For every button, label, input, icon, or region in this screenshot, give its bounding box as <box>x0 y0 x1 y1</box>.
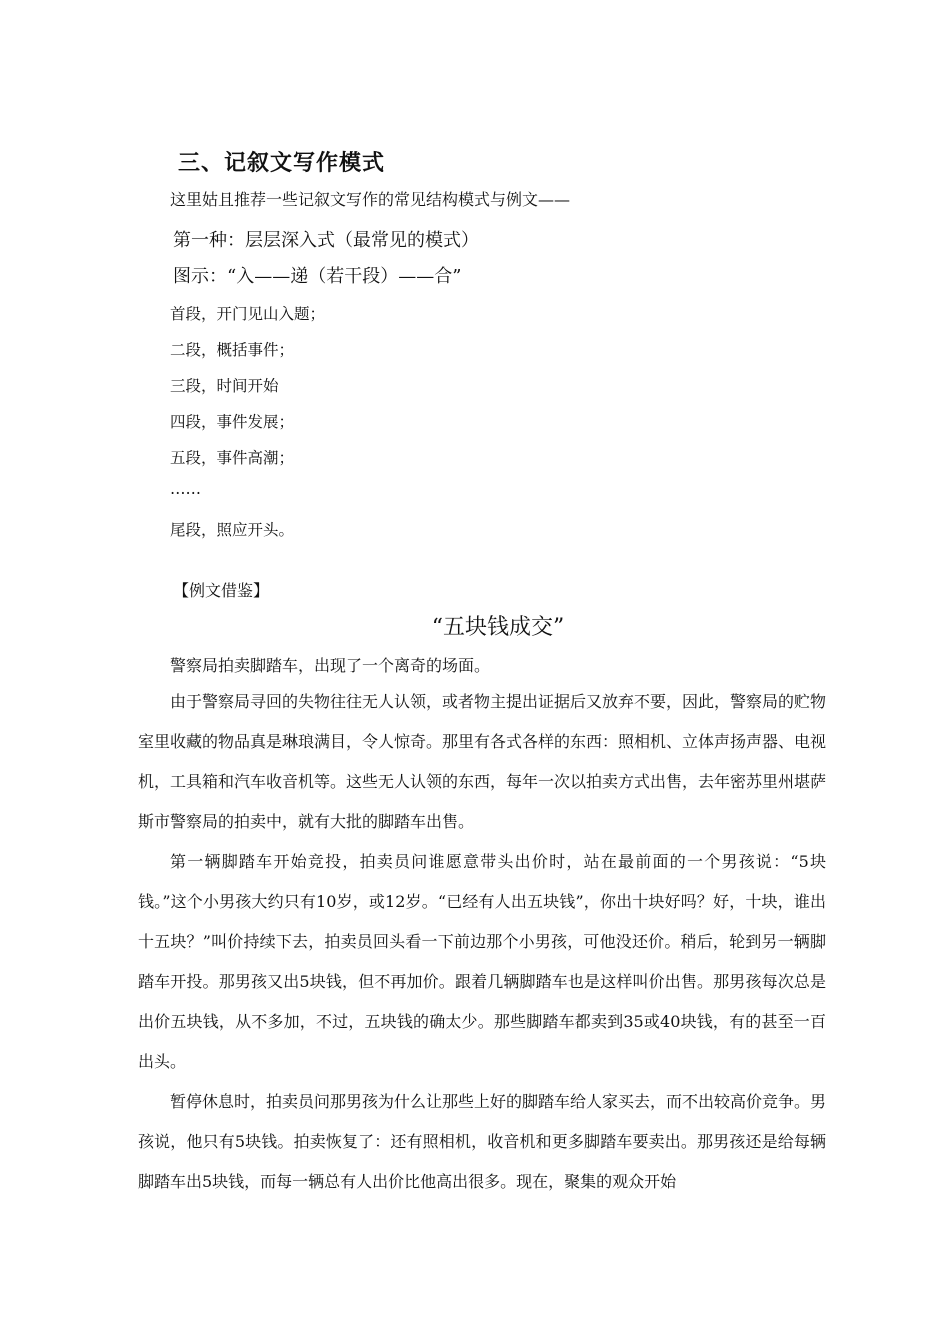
story-paragraph: 第一辆脚踏车开始竞投，拍卖员问谁愿意带头出价时，站在最前面的一个男孩说：“5块钱。”这个小男孩大约只有10岁，或12岁。“已经有人出五块钱”，你出十块好吗？好，十块，谁出十五块？”叫价持续下去，拍卖员回头看一下前边那个小男孩，可他没还价。稍后，轮到另一辆脚踏车开投。那男孩又出5块钱，但不再加价。跟着几辆脚踏车也是这样叫价出售。那男孩每次总是出价五块钱，从不多加，不过，五块钱的确太少。那些脚踏车都卖到35或40块钱，有的甚至一百出头。 <box>138 852 826 1071</box>
step-item: 三段，时间开始 <box>170 377 279 395</box>
step-item: 尾段，照应开头。 <box>170 521 295 539</box>
story-paragraph: 警察局拍卖脚踏车，出现了一个离奇的场面。 <box>170 656 491 675</box>
step-item: 五段，事件高潮； <box>170 449 295 467</box>
example-label: 【例文借鉴】 <box>173 581 270 600</box>
section-heading: 三、记叙文写作模式 <box>178 150 386 176</box>
story-title: “五块钱成交” <box>431 615 565 640</box>
story-paragraph: 暂停休息时，拍卖员问那男孩为什么让那些上好的脚踏车给人家买去，而不出较高价竞争。男孩说，他只有5块钱。拍卖恢复了：还有照相机，收音机和更多脚踏车要卖出。那男孩还是给每辆脚踏车出5块钱，而每一辆总有人出价比他高出很多。现在，聚集的观众开始 <box>138 1092 827 1191</box>
step-item: 二段，概括事件； <box>170 341 295 359</box>
mode-title: 第一种：层层深入式（最常见的模式） <box>173 230 479 251</box>
intro-text: 这里姑且推荐一些记叙文写作的常见结构模式与例文—— <box>170 190 571 209</box>
step-item: 首段，开门见山入题； <box>170 305 326 323</box>
story-paragraph: 由于警察局寻回的失物往往无人认领，或者物主提出证据后又放弃不要，因此，警察局的贮物室里收藏的物品真是琳琅满目，令人惊奇。那里有各式各样的东西：照相机、立体声扬声器、电视机，工具箱和汽车收音机等。这些无人认领的东西，每年一次以拍卖方式出售，去年密苏里州堪萨斯市警察局的拍卖中，就有大批的脚踏车出售。 <box>138 692 827 831</box>
step-item: …… <box>170 480 201 498</box>
step-item: 四段，事件发展； <box>170 413 295 431</box>
diagram-caption: 图示：“入——递（若干段）——合” <box>173 266 462 287</box>
